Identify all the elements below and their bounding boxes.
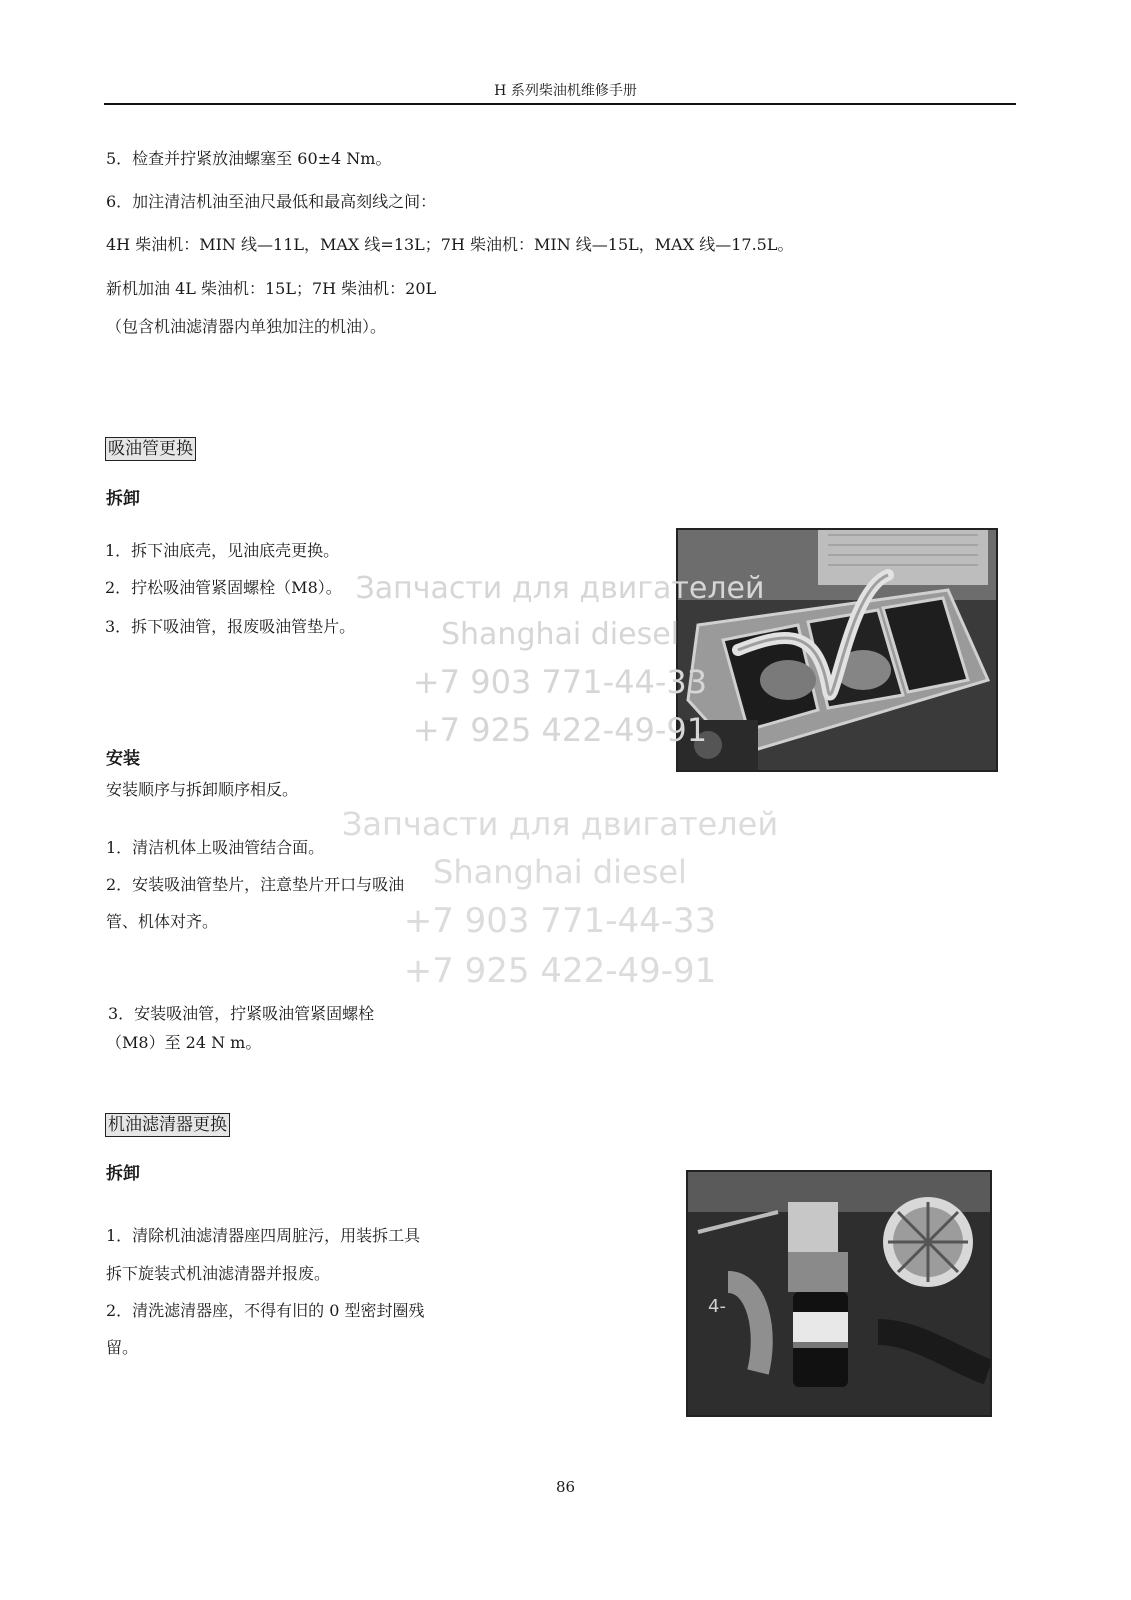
page-number: 86 (555, 1478, 576, 1496)
top-item-4: 新机加油 4L 柴油机：15L；7H 柴油机：20L (106, 279, 437, 298)
header-rule (104, 103, 1016, 105)
removal-step-1: 1．拆下油底壳，见油底壳更换。 (105, 541, 340, 560)
removal-step-2: 2．拧松吸油管紧固螺栓（M8）。 (105, 578, 342, 597)
section-title-suction-pipe: 吸油管更换 (105, 437, 196, 461)
oil-filter-photo (686, 1170, 992, 1417)
watermark-bottom: Запчасти для двигателей Shanghai diesel +7 903 771-44-33 +7 925 422-49-91 (341, 805, 779, 991)
watermark-top: Запчасти для двигателей Shanghai diesel +7 903 771-44-33 +7 925 422-49-91 (355, 571, 765, 749)
top-item-5: （包含机油滤清器内单独加注的机油）。 (106, 317, 387, 336)
install-step-2-cont: 管、机体对齐。 (106, 912, 219, 931)
filter-step-2-cont: 留。 (106, 1338, 139, 1357)
install-step-3: 3．安装吸油管，拧紧吸油管紧固螺栓 (108, 1004, 375, 1023)
install-step-1: 1．清洁机体上吸油管结合面。 (106, 838, 325, 857)
install-heading: 安装 (106, 749, 140, 769)
install-step-3-cont: （M8）至 24 N m。 (106, 1033, 262, 1052)
svg-text:4-: 4- (708, 1296, 726, 1317)
top-item-2: 6．加注清洁机油至油尺最低和最高刻线之间： (106, 192, 437, 211)
filter-step-1: 1．清除机油滤清器座四周脏污，用装拆工具 (106, 1226, 421, 1245)
header-title: H 系列柴油机维修手册 (494, 83, 637, 99)
filter-step-2: 2．清洗滤清器座，不得有旧的 0 型密封圈残 (106, 1301, 425, 1320)
removal-step-3: 3．拆下吸油管，报废吸油管垫片。 (105, 617, 356, 636)
removal-heading-1: 拆卸 (106, 489, 140, 509)
removal-heading-2: 拆卸 (106, 1164, 140, 1184)
install-intro: 安装顺序与拆卸顺序相反。 (106, 780, 299, 799)
section-title-oil-filter: 机油滤清器更换 (105, 1113, 230, 1137)
install-step-2: 2．安装吸油管垫片，注意垫片开口与吸油 (106, 875, 405, 894)
filter-step-1-cont: 拆下旋装式机油滤清器并报废。 (106, 1264, 331, 1283)
top-item-1: 5．检查并拧紧放油螺塞至 60±4 Nm。 (106, 149, 392, 168)
top-item-3: 4H 柴油机：MIN 线—11L，MAX 线=13L；7H 柴油机：MIN 线—15L，MAX 线—17.5L。 (106, 235, 794, 254)
